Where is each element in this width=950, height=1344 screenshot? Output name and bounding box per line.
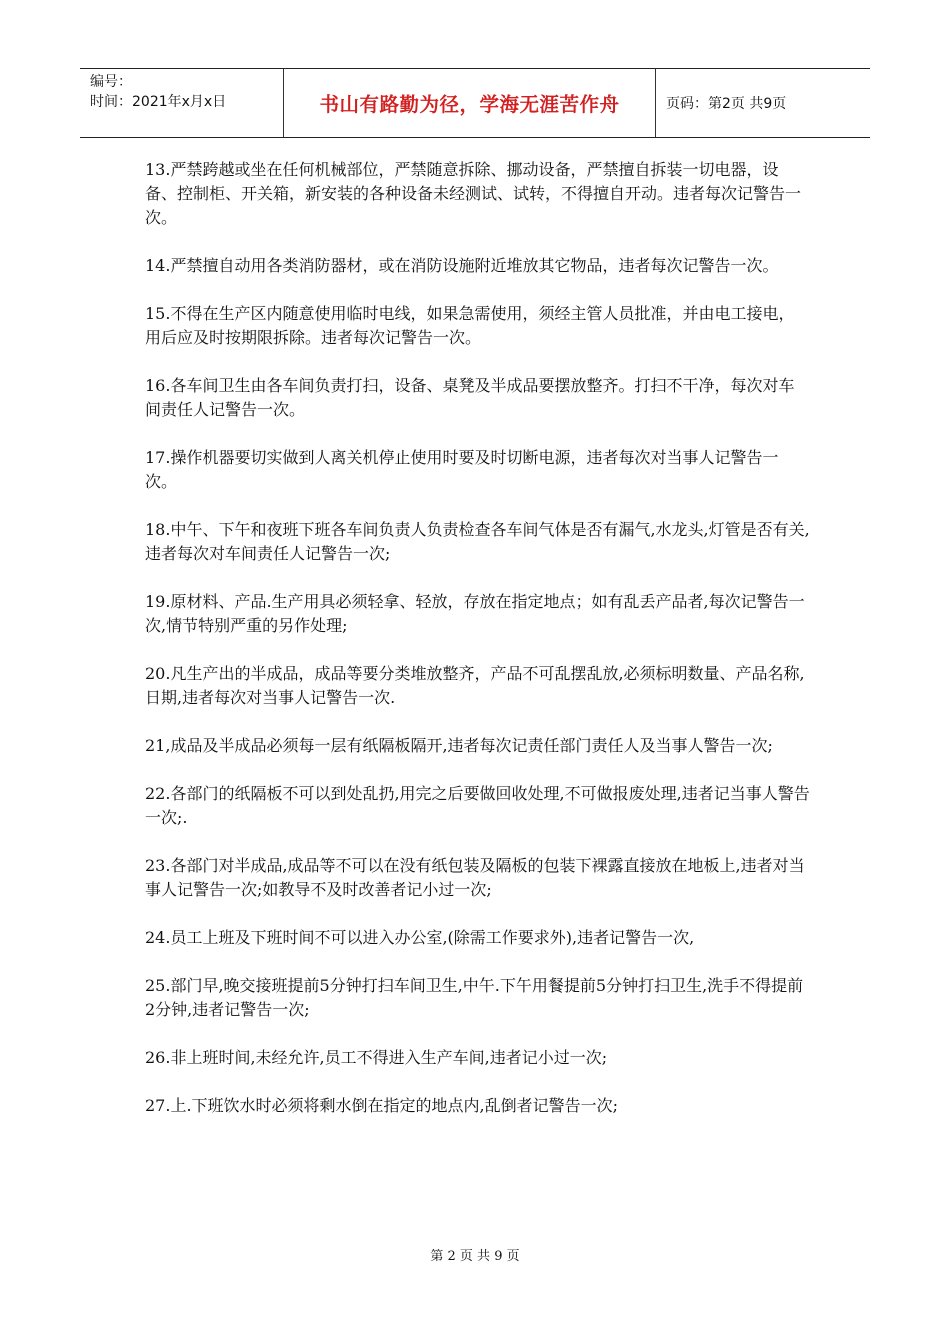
rule-paragraph: 22.各部门的纸隔板不可以到处乱扔,用完之后要做回收处理,不可做报废处理,违者记当事人警告一次;.	[145, 784, 810, 827]
rule-paragraph: 17.操作机器要切实做到人离关机停止使用时要及时切断电源，违者每次对当事人记警告一次。	[145, 448, 779, 491]
header-info-cell	[80, 69, 284, 137]
rule-paragraph: 26.非上班时间,未经允许,员工不得进入生产车间,违者记小过一次;	[145, 1048, 608, 1067]
page-footer: 第 2 页 共 9 页	[430, 1249, 520, 1264]
rule-paragraph: 21,成品及半成品必须每一层有纸隔板隔开,违者每次记责任部门责任人及当事人警告一次;	[145, 736, 773, 755]
rule-paragraph: 19.原材料、产品.生产用具必须轻拿、轻放，存放在指定地点；如有乱丢产品者,每次记警告一次,情节特别严重的另作处理;	[145, 592, 805, 635]
rule-paragraph: 27.上.下班饮水时必须将剩水倒在指定的地点内,乱倒者记警告一次;	[145, 1096, 619, 1115]
header-motto: 书山有路勤为径，学海无涯苦作舟	[284, 69, 656, 137]
rule-paragraph: 13.严禁跨越或坐在任何机械部位，严禁随意拆除、挪动设备，严禁擅自拆装一切电器，设备、控制柜、开关箱，新安装的各种设备未经测试、试转，不得擅自开动。违者每次记警告一次。	[145, 160, 802, 227]
rule-paragraph: 18.中午、下午和夜班下班各车间负责人负责检查各车间气体是否有漏气,水龙头,灯管是否有关,违者每次对车间责任人记警告一次;	[145, 520, 810, 563]
document-body	[145, 158, 810, 1142]
time-label: 时间：2021年x月x日	[90, 94, 227, 110]
rule-paragraph: 16.各车间卫生由各车间负责打扫，设备、桌凳及半成品要摆放整齐。打扫不干净，每次对车间责任人记警告一次。	[145, 376, 795, 419]
rule-paragraph: 14.严禁擅自动用各类消防器材，或在消防设施附近堆放其它物品，违者每次记警告一次。	[145, 256, 779, 275]
rule-paragraph: 20.凡生产出的半成品，成品等要分类堆放整齐，产品不可乱摆乱放,必须标明数量、产品名称,日期,违者每次对当事人记警告一次.	[145, 664, 805, 707]
header-page-label: 页码：第2页 共9页	[666, 96, 787, 112]
number-label: 编号：	[90, 74, 132, 90]
rule-paragraph: 24.员工上班及下班时间不可以进入办公室,(除需工作要求外),违者记警告一次,	[145, 928, 695, 947]
rule-paragraph: 25.部门早,晚交接班提前5分钟打扫车间卫生,中午.下午用餐提前5分钟打扫卫生,洗手不得提前2分钟,违者记警告一次;	[145, 976, 804, 1019]
page-header	[80, 68, 870, 138]
rule-paragraph: 23.各部门对半成品,成品等不可以在没有纸包装及隔板的包装下裸露直接放在地板上,违者对当事人记警告一次;如教导不及时改善者记小过一次;	[145, 856, 805, 899]
rule-paragraph: 15.不得在生产区内随意使用临时电线，如果急需使用，须经主管人员批准，并由电工接电，用后应及时按期限拆除。违者每次记警告一次。	[145, 304, 795, 347]
